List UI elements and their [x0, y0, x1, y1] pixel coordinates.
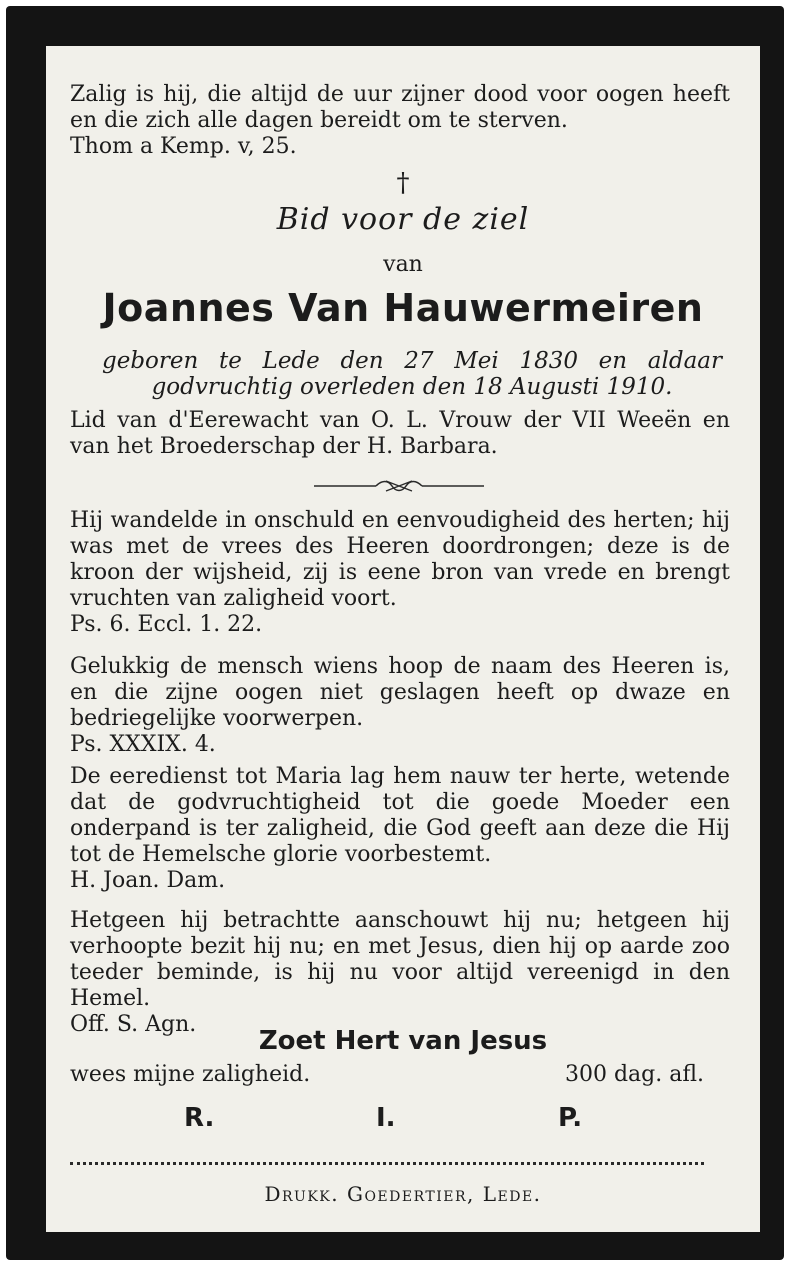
verse-1 — [70, 508, 730, 638]
verse-1-reference: Ps. 6. Eccl. 1. 22. — [70, 612, 263, 637]
indulgence-note: 300 dag. afl. — [564, 1062, 704, 1087]
cross-icon: † — [396, 168, 410, 198]
motto-text: Zalig is hij, die altijd de uur zijner dood voor oogen heeft en die zich alle dagen bereidt om te sterven. — [70, 82, 730, 133]
verse-4-text: Hetgeen hij betrachtte aanschouwt hij nu; hetgeen hij verhoopte bezit hij nu; en met Jesus, dien hij op aarde zoo teeder beminde, is hij nu voor altijd vereenigd in den Hemel. — [70, 908, 730, 1011]
prayer-title: Zoet Hert van Jesus — [258, 1026, 548, 1056]
verse-3-text: De eeredienst tot Maria lag hem nauw ter herte, wetende dat de godvruchtigheid tot die goede Moeder een onderpand is ter zaligheid, die God geeft aan deze die Hij tot de Hemelsche glorie voorbestemt. — [70, 764, 730, 867]
prayer-text: wees mijne zaligheid. — [70, 1062, 311, 1087]
rip-letter-r: R. — [184, 1103, 215, 1133]
prayer-line — [70, 1062, 704, 1088]
printer-imprint: Drukk. Goedertier, Lede. — [264, 1182, 542, 1206]
verse-4 — [70, 908, 730, 1038]
birth-death-info: geboren te Lede den 27 Mei 1830 en aldaar godvruchtig overleden den 18 Augusti 1910. — [102, 348, 722, 400]
verse-2 — [70, 654, 730, 758]
verse-1-text: Hij wandelde in onschuld en eenvoudigheid des herten; hij was met de vrees des Heeren doordrongen; deze is de kroon der wijsheid, zij is eene bron van vrede en brengt vruchten van zaligheid voort. — [70, 508, 730, 611]
bid-heading: Bid voor de ziel — [276, 202, 530, 237]
dotted-divider — [70, 1162, 704, 1165]
membership-info: Lid van d'Eerewacht van O. L. Vrouw der VII Weeën en van het Broederschap der H. Barbara. — [70, 408, 730, 459]
verse-3 — [70, 764, 730, 894]
rip-letter-p: P. — [558, 1103, 583, 1133]
ornament-divider-icon — [314, 478, 484, 494]
verse-2-text: Gelukkig de mensch wiens hoop de naam des Heeren is, en die zijne oogen niet geslagen heeft op dwaze en bedriegelijke voorwerpen. — [70, 654, 730, 731]
rip-letter-i: I. — [376, 1103, 396, 1133]
verse-4-reference: Off. S. Agn. — [70, 1012, 197, 1037]
memorial-card — [6, 6, 784, 1260]
card-inner-panel — [46, 46, 760, 1232]
verse-3-reference: H. Joan. Dam. — [70, 868, 226, 893]
van-label: van — [383, 252, 423, 277]
motto-reference: Thom a Kemp. v, 25. — [70, 134, 297, 159]
motto — [70, 82, 730, 160]
deceased-name: Joannes Van Hauwermeiren — [102, 286, 704, 330]
verse-2-reference: Ps. XXXIX. 4. — [70, 732, 216, 757]
